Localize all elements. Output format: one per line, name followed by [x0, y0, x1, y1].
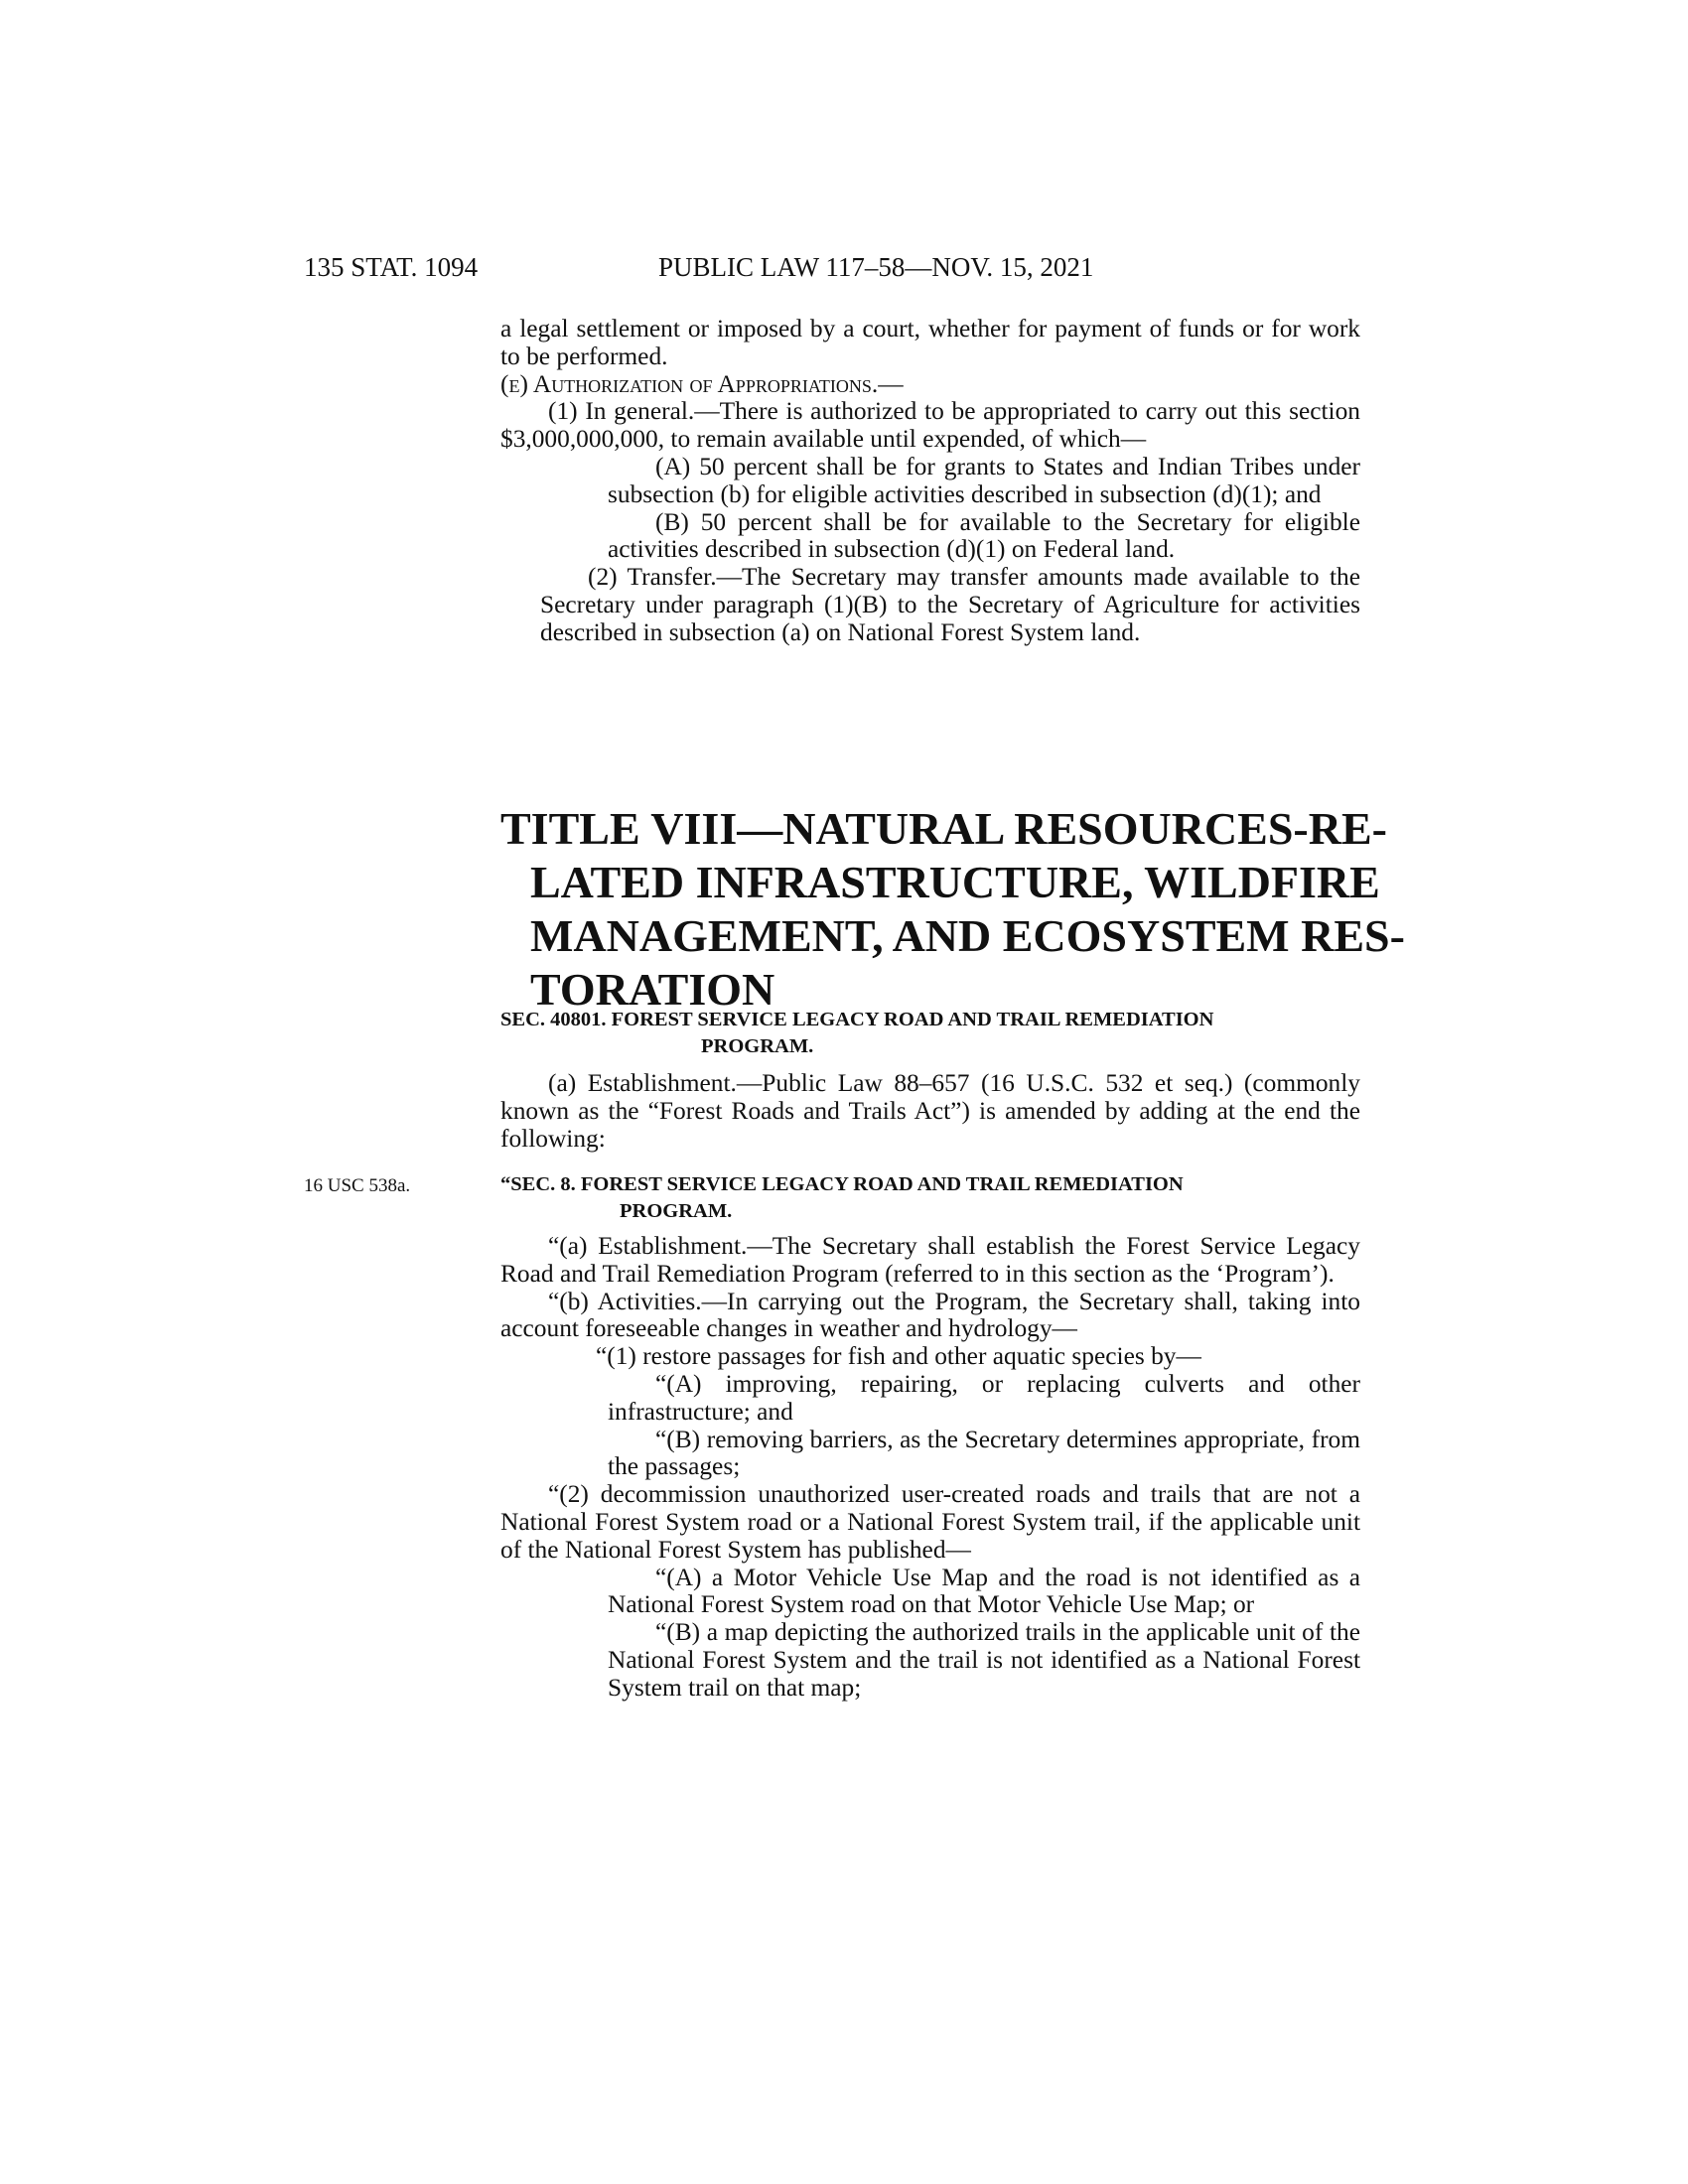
section-40801-heading-line-2: PROGRAM. [701, 1035, 814, 1057]
paragraph-8-b1: “(1) restore passages for fish and other aquatic species by— [596, 1342, 1201, 1371]
public-law-citation: PUBLIC LAW 117–58—NOV. 15, 2021 [658, 252, 1094, 282]
paragraph-8-b2: “(2) decommission unauthorized user-created roads and trails that are not a National Forest System road or a National Forest System trail, if the applicable unit of the National Forest System has published— [500, 1480, 1360, 1564]
title-heading [500, 802, 1405, 1017]
paragraph-e1-in-general: (1) In general.—There is authorized to be appropriated to carry out this section $3,000,000,000, to remain available until expended, of which— [500, 397, 1360, 454]
margin-citation-note: 16 USC 538a. [304, 1175, 411, 1196]
section-8-heading [500, 1171, 1360, 1225]
section-8-heading-line-1: “SEC. 8. FOREST SERVICE LEGACY ROAD AND TRAIL REMEDIATION [500, 1173, 1184, 1195]
statute-page-number: 135 STAT. 1094 [304, 252, 479, 282]
section-40801-body [500, 1070, 1360, 1153]
paragraph-e1B: (B) 50 percent shall be for available to the Secretary for eligible activities described in subsection (d)(1) on Federal land. [608, 507, 1360, 564]
page-header [304, 252, 1356, 292]
paragraph-legal-settlement: a legal settlement or imposed by a court, whether for payment of funds or for work to be performed. [500, 315, 1360, 370]
title-line-3: MANAGEMENT, AND ECOSYSTEM RES- [530, 910, 1405, 961]
section-8-heading-line-2: PROGRAM. [620, 1200, 733, 1222]
paragraph-40801-a-establishment: (a) Establishment.—Public Law 88–657 (16 U.S.C. 532 et seq.) (commonly known as the “Forest Roads and Trails Act”) is amended by adding at the end the following: [500, 1069, 1360, 1153]
paragraph-e1A: (A) 50 percent shall be for grants to States and Indian Tribes under subsection (b) for eligible activities described in subsection (d)(1); and [608, 452, 1360, 508]
subsection-e-heading [500, 371, 1360, 399]
paragraph-e2-transfer: (2) Transfer.—The Secretary may transfer amounts made available to the Secretary under paragraph (1)(B) to the Secretary of Agriculture for activities described in subsection (a) on National Forest System land. [540, 563, 1360, 646]
top-text-block [500, 316, 1360, 647]
paragraph-8-b1A: “(A) improving, repairing, or replacing culverts and other infrastructure; and [608, 1369, 1360, 1426]
paragraph-8-b1B: “(B) removing barriers, as the Secretary determines appropriate, from the passages; [608, 1425, 1360, 1481]
title-line-4: TORATION [530, 964, 775, 1015]
section-40801-heading-line-1: SEC. 40801. FOREST SERVICE LEGACY ROAD AND TRAIL REMEDIATION [500, 1009, 1214, 1030]
paragraph-8-b2A: “(A) a Motor Vehicle Use Map and the road is not identified as a National Forest System road on that Motor Vehicle Use Map; or [608, 1563, 1360, 1619]
section-8-body [500, 1233, 1360, 1703]
section-40801-heading [500, 1007, 1360, 1060]
subsection-e-label: (e) Authorization of Appropriations.— [500, 369, 904, 398]
title-line-2: LATED INFRASTRUCTURE, WILDFIRE [530, 857, 1380, 907]
paragraph-8-b-activities: “(b) Activities.—In carrying out the Program, the Secretary shall, taking into account foreseeable changes in weather and hydrology— [500, 1287, 1360, 1343]
title-line-1: TITLE VIII—NATURAL RESOURCES-RE- [500, 803, 1387, 854]
paragraph-8-b2B: “(B) a map depicting the authorized trails in the applicable unit of the National Forest System and the trail is not identified as a National Forest System trail on that map; [608, 1618, 1360, 1702]
paragraph-8-a-establishment: “(a) Establishment.—The Secretary shall establish the Forest Service Legacy Road and Trail Remediation Program (referred to in this section as the ‘Program’). [500, 1232, 1360, 1288]
